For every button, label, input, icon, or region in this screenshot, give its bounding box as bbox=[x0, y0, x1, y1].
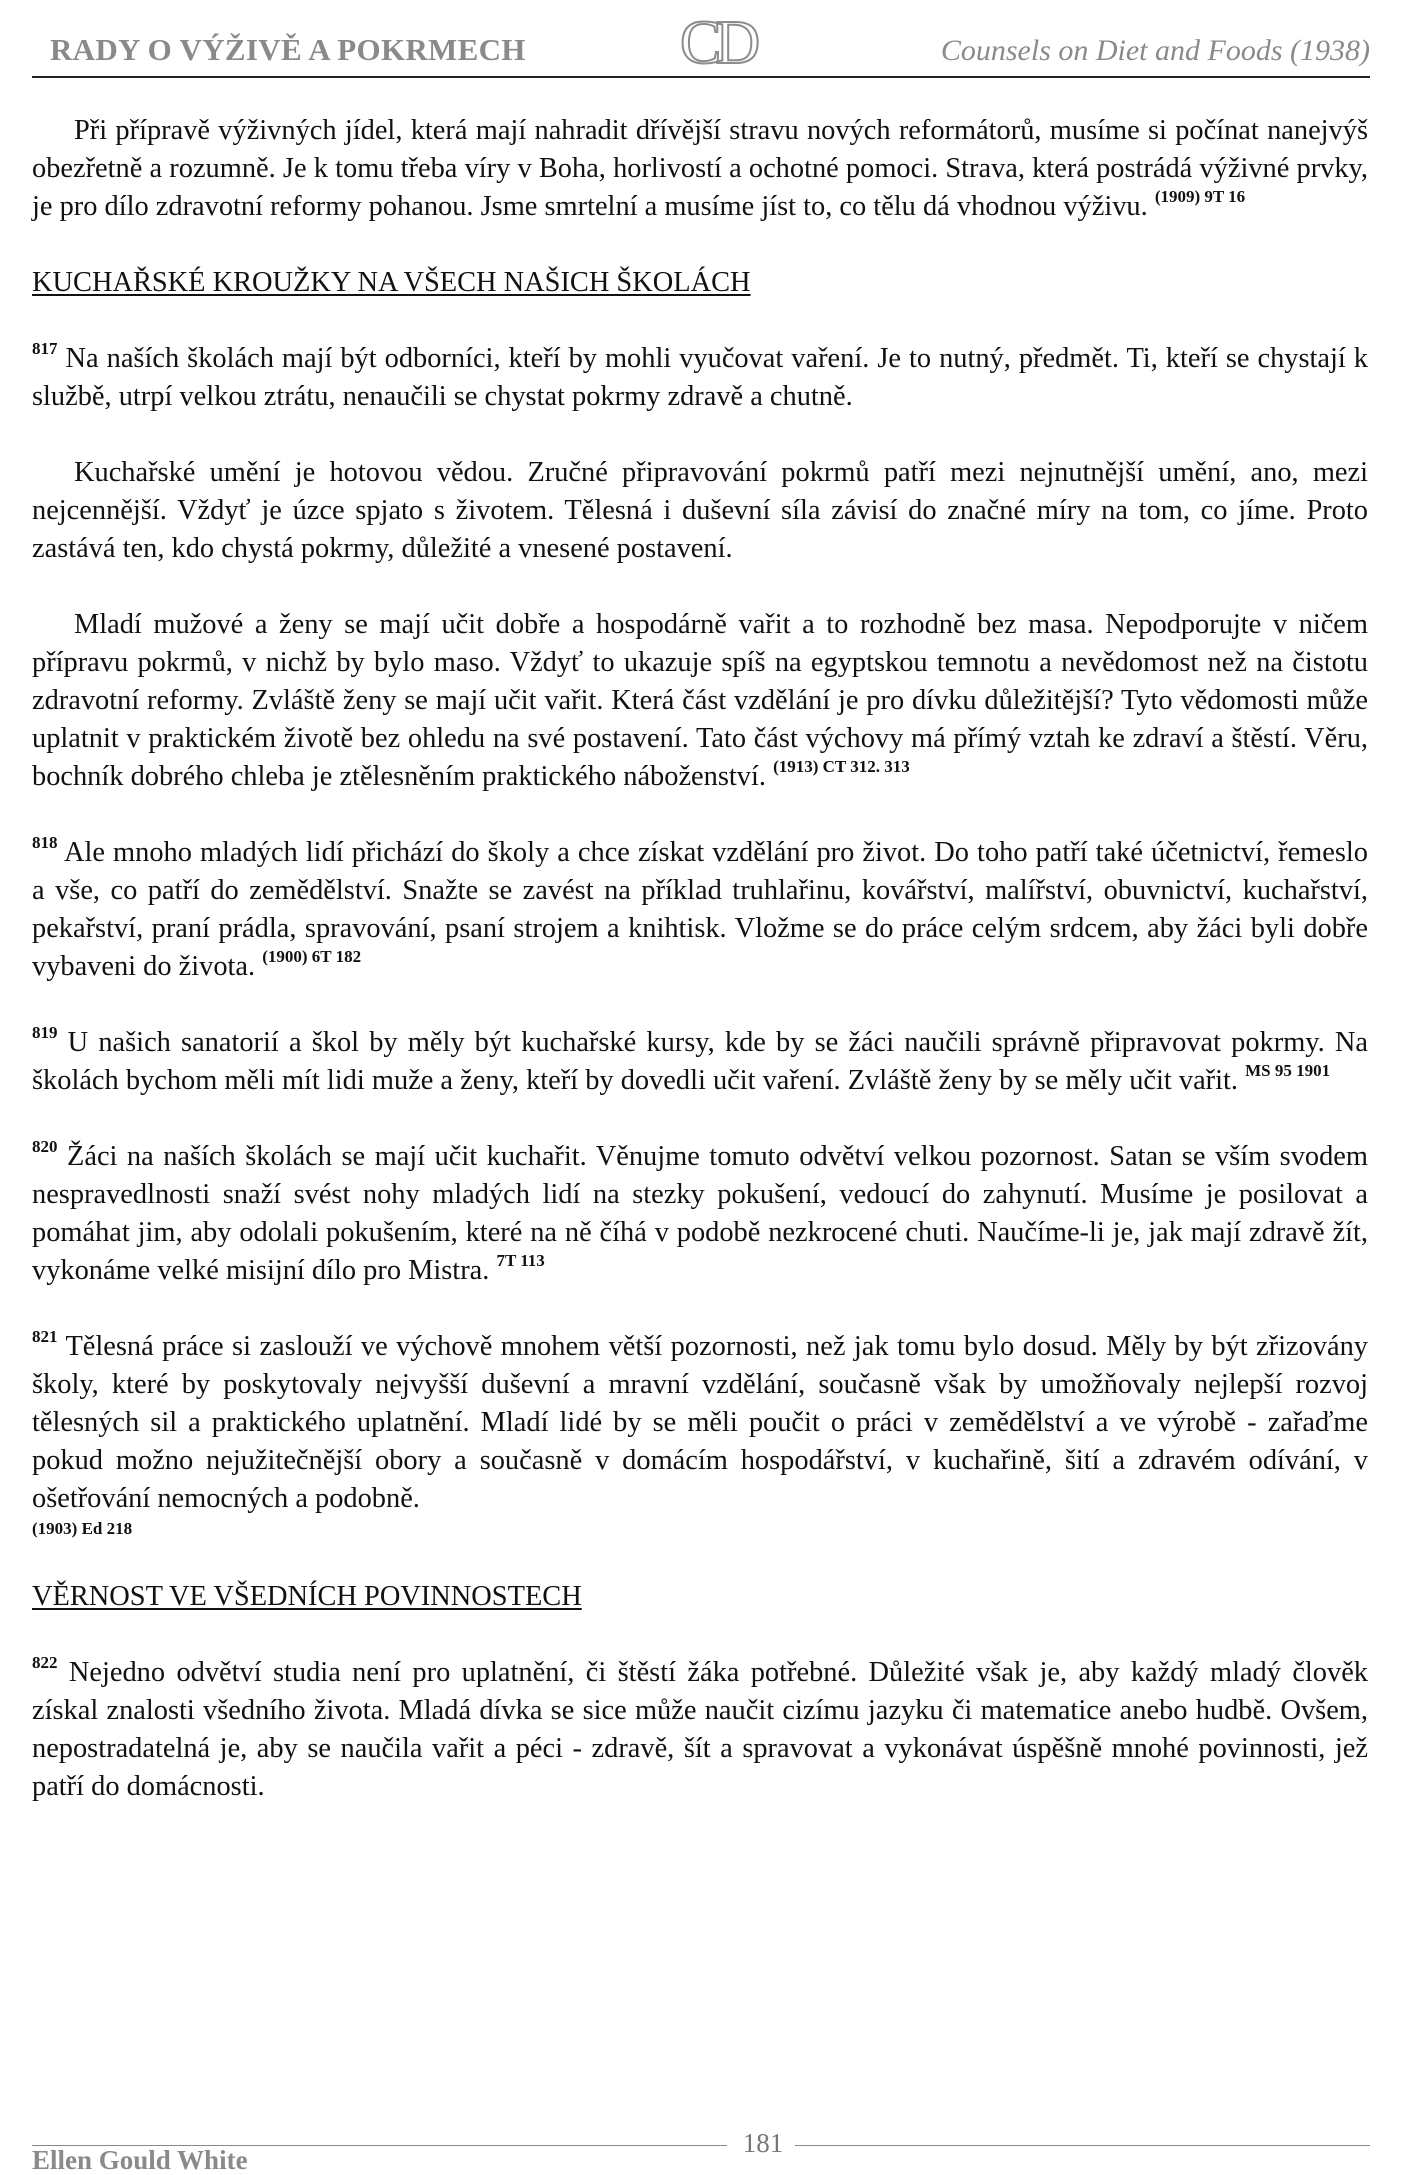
paragraph-number: 821 bbox=[32, 1327, 58, 1346]
paragraph-number: 817 bbox=[32, 339, 58, 358]
paragraph-text: Mladí mužové a ženy se mají učit dobře a hospodárně vařit a to rozhodně bez masa. Nepodporujte v ničem přípravu pokrmů, v nichž by bylo maso. Vždyť to ukazuje spíš na egyptskou temnotu a nevědomost než na čistotu zdravotní reformy. Zvláště ženy se mají učit vařit. Která část vzdělání je pro dívku důležitější? Tyto vědomosti může uplatnit v praktickém životě bez ohledu na své postavení. Tato část výchovy má přímý vztah ke zdraví a štěstí. Věru, bochník dobrého chleba je ztělesněním praktického náboženství. bbox=[32, 609, 1368, 792]
paragraph-number: 819 bbox=[32, 1023, 58, 1042]
page-number: 181 bbox=[742, 2128, 784, 2158]
page-body bbox=[32, 112, 1368, 1806]
paragraph-text: Nejedno odvětví studia není pro uplatnění, či štěstí žáka potřebné. Důležité však je, aby každý mladý člověk získal znalosti všedního života. Mladá dívka se sice může naučit cizímu jazyku či matematice anebo hudbě. Ovšem, nepostradatelná je, aby se naučila vařit a péci - zdravě, šít a spravovat a vykonávat úspěšně mnohé povinnosti, jež patří do domácnosti. bbox=[32, 1657, 1368, 1802]
paragraph-text: Ale mnoho mladých lidí přichází do školy a chce získat vzdělání pro život. Do toho patří také účetnictví, řemeslo a vše, co patří do zemědělství. Snažte se zavést na příklad truhlařinu, kovářství, malířství, obuvnictví, kuchařství, pekařství, praní prádla, spravování, psaní strojem a knihtisk. Vložme se do práce celým srdcem, aby žáci byli dobře vybaveni do života. bbox=[32, 837, 1368, 982]
reference: (1913) CT 312. 313 bbox=[773, 757, 910, 776]
page-header bbox=[32, 9, 1370, 78]
paragraph-817b: Kuchařské umění je hotovou vědou. Zručné připravování pokrmů patří mezi nejnutnější umění, ano, mezi nejcennější. Vždyť je úzce spjato s životem. Tělesná i duševní síla závisí do značné míry na tom, co jíme. Proto zastává ten, kdo chystá pokrmy, důležité a vnesené postavení. bbox=[32, 457, 1368, 564]
paragraph-820 bbox=[32, 1138, 1368, 1290]
section-heading: VĚRNOST VE VŠEDNÍCH POVINNOSTECH bbox=[32, 1581, 582, 1612]
paragraph-text: Tělesná práce si zaslouží ve výchově mnohem větší pozornosti, než jak tomu bylo dosud. Měly by být zřizovány školy, které by poskytovaly nejvyšší duševní a mravní vzdělání, současně však by umožňovaly nejlepší rozvoj tělesných sil a praktického uplatnění. Mladí lidé by se měli poučit o práci v zemědělství a ve výrobě - zařaďme pokud možno nejužitečnější obory a současně v domácím hospodářství, v kuchařině, šití a zdravém odívání, v ošetřování nemocných a podobně. bbox=[32, 1331, 1368, 1514]
reference: (1900) 6T 182 bbox=[262, 947, 362, 966]
intro-paragraph bbox=[32, 112, 1368, 226]
paragraph-number: 822 bbox=[32, 1653, 58, 1672]
header-book-title: RADY O VÝŽIVĚ A POKRMECH bbox=[50, 32, 526, 67]
header-english-title: Counsels on Diet and Foods (1938) bbox=[940, 34, 1370, 67]
paragraph-number: 818 bbox=[32, 833, 58, 852]
paragraph-821 bbox=[32, 1328, 1368, 1540]
footer-author: Ellen Gould White bbox=[32, 2145, 248, 2175]
paragraph-818 bbox=[32, 834, 1368, 986]
footer-divider-right bbox=[795, 2145, 1370, 2146]
reference: (1903) Ed 218 bbox=[32, 1519, 133, 1538]
reference: 7T 113 bbox=[496, 1251, 545, 1270]
section-heading: KUCHAŘSKÉ KROUŽKY NA VŠECH NAŠICH ŠKOLÁCH bbox=[32, 267, 751, 298]
paragraph-text: U našich sanatorií a škol by měly být kuchařské kursy, kde by se žáci naučili správně připravovat pokrmy. Na školách bychom měli mít lidi muže a ženy, kteří by dovedli učit vaření. Zvláště ženy by se měly učit vařit. bbox=[32, 1027, 1368, 1096]
paragraph-822 bbox=[32, 1654, 1368, 1806]
paragraph-number: 820 bbox=[32, 1137, 58, 1156]
intro-text: Při přípravě výživných jídel, která mají nahradit dřívější stravu nových reformátorů, musíme si počínat nanejvýš obezřetně a rozumně. Je k tomu třeba víry v Boha, horlivostí a ochotné pomoci. Strava, která postrádá výživné prvky, je pro dílo zdravotní reformy pohanou. Jsme smrtelní a musíme jíst to, co tělu dá vhodnou výživu. bbox=[32, 115, 1368, 222]
paragraph-817 bbox=[32, 340, 1368, 416]
reference: MS 95 1901 bbox=[1245, 1061, 1331, 1080]
paragraph-text: Žáci na naších školách se mají učit kuchařit. Věnujme tomuto odvětví velkou pozornost. Satan se vším svodem nespravedlnosti snaží svést nohy mladých lidí na stezky pokušení, vedoucí do zahynutí. Musíme je posilovat a pomáhat jim, aby odolali pokušením, které na ně číhá v podobě nezkrocené chuti. Naučíme-li je, jak mají zdravě žít, vykonáme velké misijní dílo pro Mistra. bbox=[32, 1141, 1368, 1286]
paragraph-text: Na naších školách mají být odborníci, kteří by mohli vyučovat vaření. Je to nutný, předmět. Ti, kteří se chystají k službě, utrpí velkou ztrátu, nenaučili se chystat pokrmy zdravě a chutně. bbox=[32, 343, 1368, 412]
cd-logo: CD bbox=[680, 9, 755, 77]
paragraph-817c bbox=[32, 606, 1368, 796]
reference: (1909) 9T 16 bbox=[1154, 187, 1246, 206]
paragraph-819 bbox=[32, 1024, 1368, 1100]
